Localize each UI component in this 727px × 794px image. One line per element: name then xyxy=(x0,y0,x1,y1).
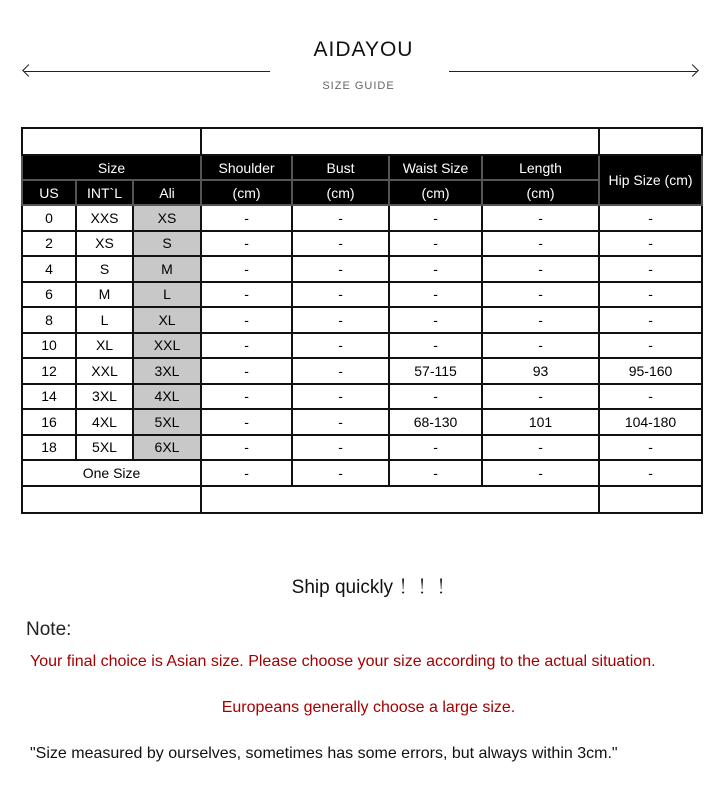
length-cell: - xyxy=(482,205,599,231)
intl-cell: 5XL xyxy=(76,435,133,461)
length-cell: - xyxy=(482,333,599,359)
shoulder-header: Shoulder xyxy=(201,155,292,180)
intl-cell: 3XL xyxy=(76,384,133,410)
blank-cell xyxy=(599,486,702,513)
table-row xyxy=(22,282,702,308)
bust-cell: - xyxy=(292,435,389,461)
table-row xyxy=(22,409,702,435)
us-cell: 18 xyxy=(22,435,76,461)
shoulder-cell: - xyxy=(201,409,292,435)
bust-cell: - xyxy=(292,205,389,231)
bust-cell: - xyxy=(292,460,389,486)
waist-cell: - xyxy=(389,205,482,231)
us-header: US xyxy=(22,180,76,205)
table-row xyxy=(22,384,702,410)
bust-cell: - xyxy=(292,333,389,359)
us-cell: 0 xyxy=(22,205,76,231)
intl-cell: M xyxy=(76,282,133,308)
waist-cell: - xyxy=(389,460,482,486)
waist-header: Waist Size xyxy=(389,155,482,180)
us-cell: 14 xyxy=(22,384,76,410)
header-row-1 xyxy=(22,155,702,180)
blank-cell xyxy=(22,486,201,513)
waist-cell: - xyxy=(389,384,482,410)
blank-cell xyxy=(201,128,599,155)
intl-cell: 4XL xyxy=(76,409,133,435)
length-cell: - xyxy=(482,231,599,257)
one-size-label: One Size xyxy=(22,460,201,486)
table-row xyxy=(22,231,702,257)
us-cell: 12 xyxy=(22,358,76,384)
hip-cell: - xyxy=(599,256,702,282)
bust-header: Bust xyxy=(292,155,389,180)
length-header: Length xyxy=(482,155,599,180)
intl-cell: S xyxy=(76,256,133,282)
intl-cell: XL xyxy=(76,333,133,359)
intl-cell: XS xyxy=(76,231,133,257)
us-cell: 10 xyxy=(22,333,76,359)
waist-cell: - xyxy=(389,333,482,359)
length-unit: (cm) xyxy=(482,180,599,205)
us-cell: 16 xyxy=(22,409,76,435)
table-row xyxy=(22,205,702,231)
shoulder-cell: - xyxy=(201,205,292,231)
length-cell: 93 xyxy=(482,358,599,384)
ali-cell: 3XL xyxy=(133,358,201,384)
waist-cell: - xyxy=(389,435,482,461)
measurement-error-note: "Size measured by ourselves, sometimes has some errors, but always within 3cm." xyxy=(30,745,618,762)
waist-cell: 68-130 xyxy=(389,409,482,435)
shoulder-cell: - xyxy=(201,384,292,410)
ali-cell: L xyxy=(133,282,201,308)
shoulder-cell: - xyxy=(201,231,292,257)
size-header: Size xyxy=(22,155,201,180)
hip-cell: - xyxy=(599,435,702,461)
shoulder-cell: - xyxy=(201,282,292,308)
bust-cell: - xyxy=(292,282,389,308)
table-row xyxy=(22,307,702,333)
hip-header: Hip Size (cm) xyxy=(599,155,702,205)
european-size-note: Europeans generally choose a large size. xyxy=(221,699,516,716)
shoulder-unit: (cm) xyxy=(201,180,292,205)
us-cell: 8 xyxy=(22,307,76,333)
ali-cell: 5XL xyxy=(133,409,201,435)
left-arrow-line xyxy=(24,71,270,72)
shoulder-cell: - xyxy=(201,333,292,359)
ali-header: Ali xyxy=(133,180,201,205)
us-cell: 2 xyxy=(22,231,76,257)
hip-cell: - xyxy=(599,205,702,231)
blank-cell xyxy=(22,128,201,155)
blank-cell xyxy=(599,128,702,155)
waist-cell: 57-115 xyxy=(389,358,482,384)
ali-cell: M xyxy=(133,256,201,282)
intl-cell: XXS xyxy=(76,205,133,231)
hip-cell: 95-160 xyxy=(599,358,702,384)
bust-cell: - xyxy=(292,409,389,435)
table-row xyxy=(22,256,702,282)
intl-header: INT`L xyxy=(76,180,133,205)
ship-quickly-text: Ship quickly ！！！ xyxy=(291,577,456,598)
ali-cell: XS xyxy=(133,205,201,231)
length-cell: - xyxy=(482,460,599,486)
waist-unit: (cm) xyxy=(389,180,482,205)
note-label: Note: xyxy=(26,619,72,640)
ali-cell: 4XL xyxy=(133,384,201,410)
hip-cell: - xyxy=(599,231,702,257)
table-row xyxy=(22,358,702,384)
length-cell: - xyxy=(482,256,599,282)
us-cell: 6 xyxy=(22,282,76,308)
ali-cell: XL xyxy=(133,307,201,333)
bust-cell: - xyxy=(292,307,389,333)
left-arrow-icon xyxy=(22,64,35,77)
ali-cell: S xyxy=(133,231,201,257)
shoulder-cell: - xyxy=(201,256,292,282)
blank-cell xyxy=(201,486,599,513)
waist-cell: - xyxy=(389,307,482,333)
table-row xyxy=(22,333,702,359)
bust-unit: (cm) xyxy=(292,180,389,205)
length-cell: - xyxy=(482,435,599,461)
hip-cell: 104-180 xyxy=(599,409,702,435)
hip-cell: - xyxy=(599,384,702,410)
size-guide-subtitle: SIZE GUIDE xyxy=(322,80,395,92)
brand-title: AIDAYOU xyxy=(313,38,414,61)
table-row xyxy=(22,435,702,461)
length-cell: - xyxy=(482,282,599,308)
ali-cell: XXL xyxy=(133,333,201,359)
table-bottom-blank-row xyxy=(22,486,702,513)
hip-cell: - xyxy=(599,282,702,308)
shoulder-cell: - xyxy=(201,358,292,384)
one-size-row xyxy=(22,460,702,486)
shoulder-cell: - xyxy=(201,435,292,461)
ali-cell: 6XL xyxy=(133,435,201,461)
bust-cell: - xyxy=(292,384,389,410)
table-top-blank-row xyxy=(22,128,702,155)
waist-cell: - xyxy=(389,256,482,282)
shoulder-cell: - xyxy=(201,307,292,333)
hip-cell: - xyxy=(599,333,702,359)
length-cell: 101 xyxy=(482,409,599,435)
size-chart-table xyxy=(21,127,703,514)
asian-size-note: Your final choice is Asian size. Please choose your size according to the actual situation. xyxy=(30,653,656,670)
bust-cell: - xyxy=(292,358,389,384)
bust-cell: - xyxy=(292,256,389,282)
waist-cell: - xyxy=(389,231,482,257)
hip-cell: - xyxy=(599,460,702,486)
shoulder-cell: - xyxy=(201,460,292,486)
length-cell: - xyxy=(482,384,599,410)
intl-cell: L xyxy=(76,307,133,333)
waist-cell: - xyxy=(389,282,482,308)
right-arrow-line xyxy=(449,71,697,72)
us-cell: 4 xyxy=(22,256,76,282)
bust-cell: - xyxy=(292,231,389,257)
length-cell: - xyxy=(482,307,599,333)
right-arrow-icon xyxy=(686,64,699,77)
hip-cell: - xyxy=(599,307,702,333)
intl-cell: XXL xyxy=(76,358,133,384)
